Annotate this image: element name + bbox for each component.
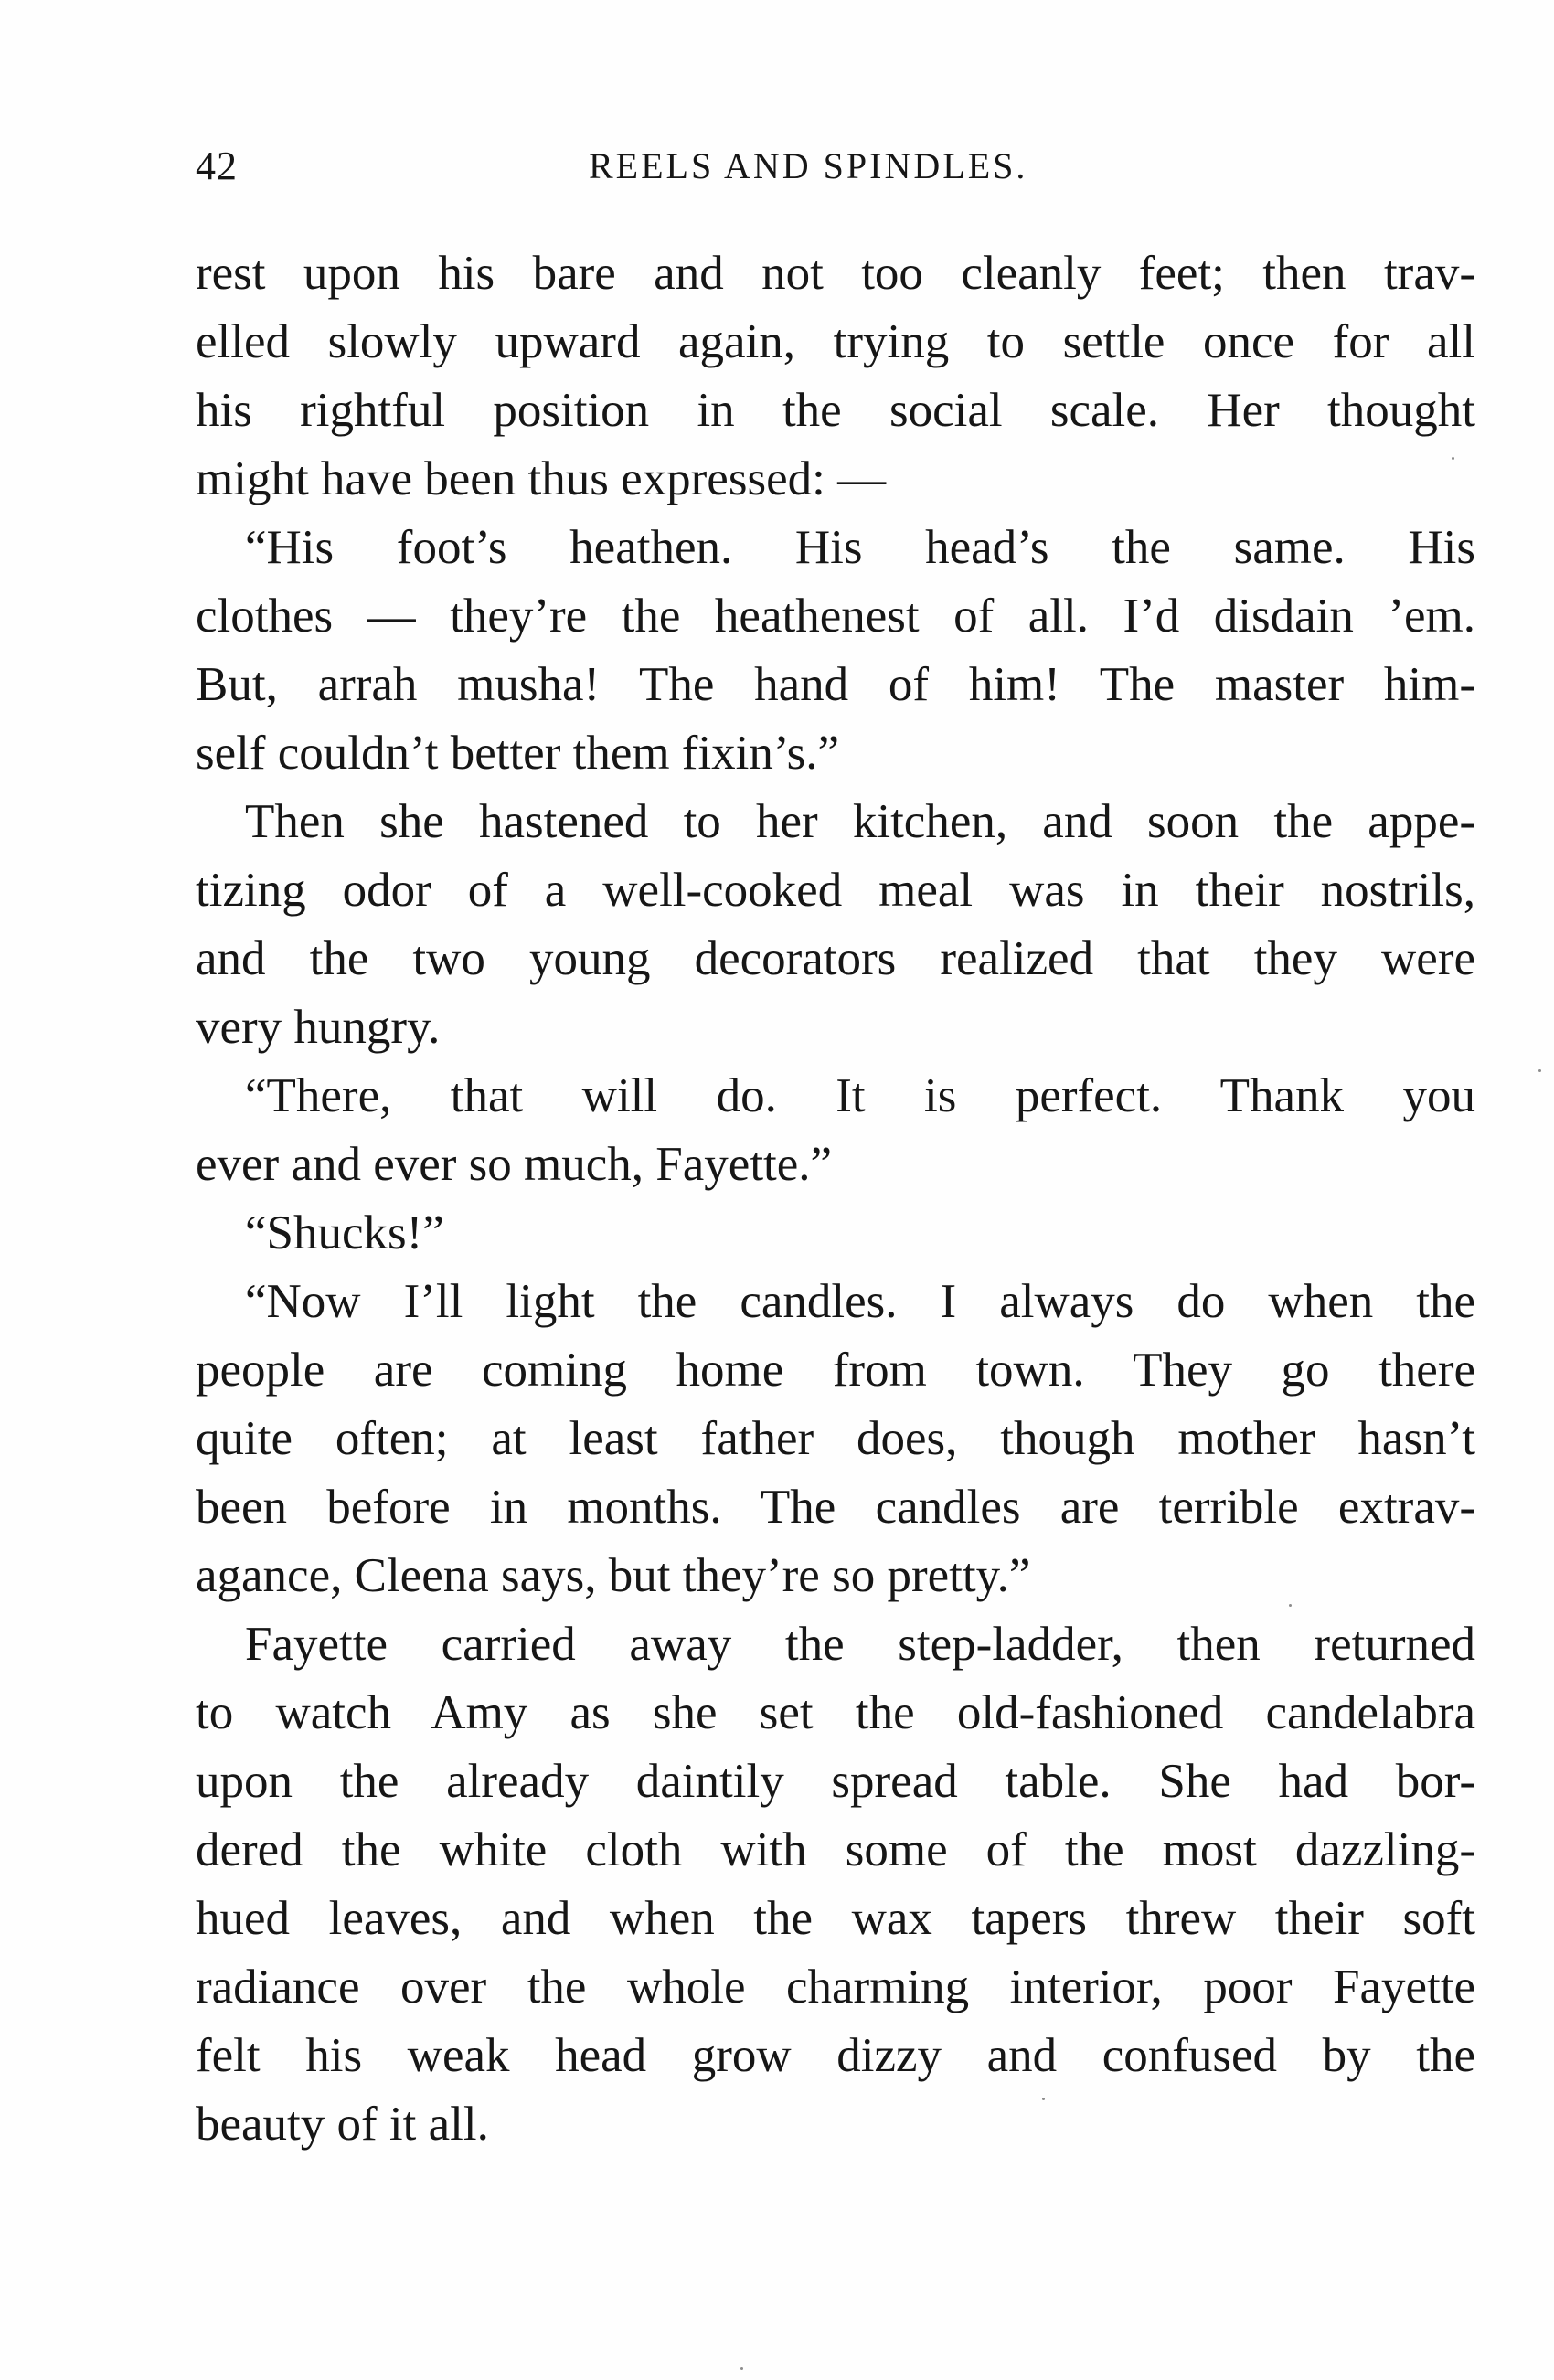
text-line: Fayette carried away the step-ladder, then returned (245, 1618, 1475, 1671)
text-line: felt his weak head grow dizzy and confused by the (196, 2029, 1475, 2082)
page-number: 42 (196, 143, 238, 188)
text-line: tizing odor of a well-cooked meal was in their nostrils, (196, 864, 1475, 917)
text-line: radiance over the whole charming interior, poor Fayette (196, 1960, 1475, 2013)
text-line: clothes — they’re the heathenest of all. I’d disdain ’em. (196, 590, 1475, 643)
text-line: might have been thus expressed: — (196, 452, 887, 505)
text-line: people are coming home from town. They go there (196, 1344, 1475, 1397)
paper-speck (1452, 457, 1454, 460)
text-line: upon the already daintily spread table. She had bor- (196, 1755, 1475, 1808)
paper-speck (1289, 1604, 1292, 1607)
text-line: his rightful position in the social scale. Her thought (196, 384, 1475, 437)
text-line: and the two young decorators realized that they were (196, 932, 1475, 985)
paper-speck (1538, 1069, 1541, 1072)
text-line: agance, Cleena says, but they’re so pretty.” (196, 1549, 1031, 1602)
text-line: ever and ever so much, Fayette.” (196, 1138, 833, 1191)
text-line: rest upon his bare and not too cleanly feet; then trav- (196, 247, 1475, 300)
running-head (196, 139, 1475, 194)
text-line: “His foot’s heathen. His head’s the same. His (245, 521, 1475, 574)
text-line: dered the white cloth with some of the most dazzling- (196, 1823, 1475, 1876)
text-line: beauty of it all. (196, 2098, 489, 2151)
text-line: hued leaves, and when the wax tapers threw their soft (196, 1892, 1475, 1945)
body-text (196, 239, 1475, 2159)
paper-speck (740, 2367, 743, 2370)
text-line: But, arrah musha! The hand of him! The master him- (196, 658, 1475, 711)
text-line: quite often; at least father does, though mother hasn’t (196, 1412, 1475, 1465)
running-title: REELS AND SPINDLES. (589, 145, 1028, 186)
text-line: self couldn’t better them fixin’s.” (196, 727, 840, 780)
text-line: “There, that will do. It is perfect. Thank you (245, 1069, 1475, 1122)
text-line: “Now I’ll light the candles. I always do when the (245, 1275, 1475, 1328)
text-line: elled slowly upward again, trying to settle once for all (196, 315, 1475, 368)
text-line: very hungry. (196, 1001, 441, 1054)
text-line: been before in months. The candles are terrible extrav- (196, 1481, 1475, 1534)
text-line: to watch Amy as she set the old-fashioned candelabra (196, 1686, 1475, 1739)
paper-speck (1042, 2098, 1045, 2100)
text-line: “Shucks!” (245, 1206, 444, 1259)
text-line: Then she hastened to her kitchen, and soon the appe- (245, 795, 1475, 848)
